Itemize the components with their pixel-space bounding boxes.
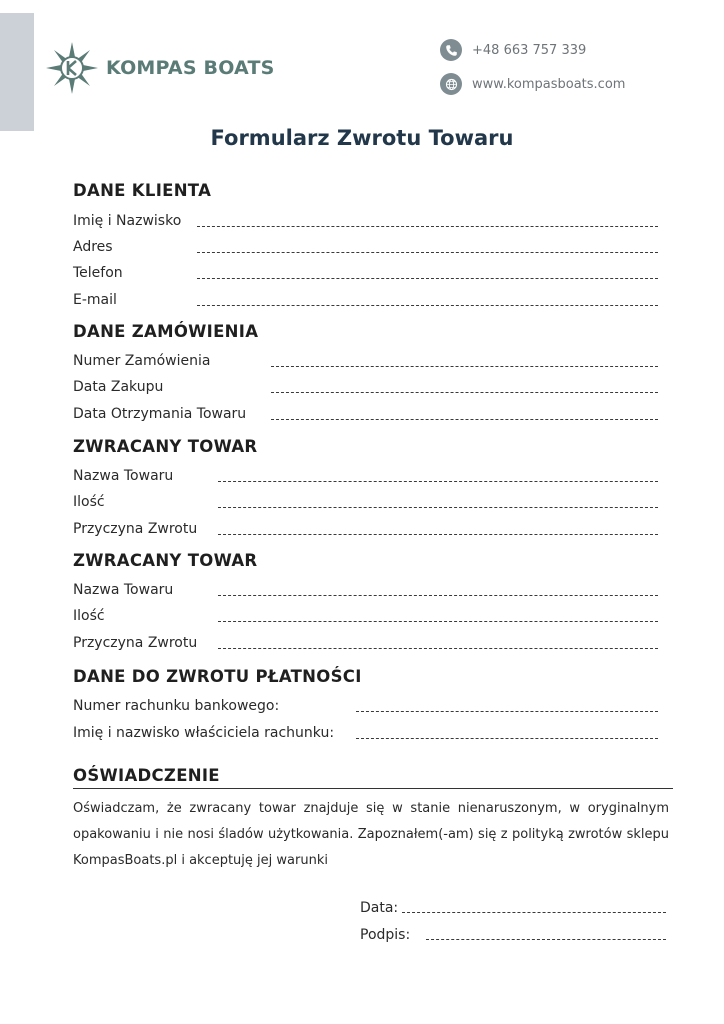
fill-line[interactable] <box>197 252 658 253</box>
brand-name: KOMPAS BOATS <box>106 57 275 79</box>
fill-line[interactable] <box>271 366 658 367</box>
fill-line[interactable] <box>218 481 658 482</box>
fill-line[interactable] <box>218 534 658 535</box>
field-label: Przyczyna Zwrotu <box>73 635 198 651</box>
field-phone[interactable] <box>73 260 658 282</box>
brand-logo <box>44 40 275 96</box>
field-label: Nazwa Towaru <box>73 468 174 484</box>
field-order-number[interactable] <box>73 348 658 370</box>
field-item1-quantity[interactable] <box>73 489 658 511</box>
field-full-name[interactable] <box>73 208 658 230</box>
contact-info <box>440 38 625 106</box>
section-payment-heading: DANE DO ZWROTU PŁATNOŚCI <box>73 667 362 686</box>
fill-line[interactable] <box>218 595 658 596</box>
date-label: Data: <box>360 900 399 916</box>
field-label: Data Zakupu <box>73 379 164 395</box>
phone-row <box>440 38 625 62</box>
fill-line[interactable] <box>218 648 658 649</box>
field-purchase-date[interactable] <box>73 374 658 396</box>
field-date[interactable] <box>360 894 666 916</box>
phone-icon <box>440 39 462 61</box>
declaration-divider <box>73 788 673 789</box>
fill-line[interactable] <box>356 738 658 739</box>
field-label: Telefon <box>73 265 123 281</box>
field-label: Przyczyna Zwrotu <box>73 521 198 537</box>
field-address[interactable] <box>73 234 658 256</box>
field-item2-name[interactable] <box>73 577 658 599</box>
field-label: Ilość <box>73 608 105 624</box>
fill-line[interactable] <box>356 711 658 712</box>
field-label: E-mail <box>73 292 117 308</box>
fill-line[interactable] <box>271 392 658 393</box>
field-label: Numer rachunku bankowego: <box>73 698 280 714</box>
field-bank-account[interactable] <box>73 693 658 715</box>
declaration-text: Oświadczam, że zwracany towar znajduje się w stanie nienaruszonym, w oryginalnym opakowaniu i nie nosi śladów użytkowania. Zapoznałem(-am) się z polityką zwrotów sklepu KompasBoats.pl i akceptuję jej warunki <box>73 801 669 868</box>
section-declaration-heading: OŚWIADCZENIE <box>73 766 220 785</box>
fill-line[interactable] <box>197 278 658 279</box>
field-label: Data Otrzymania Towaru <box>73 406 247 422</box>
field-signature[interactable] <box>360 921 666 943</box>
phone-number: +48 663 757 339 <box>472 42 587 58</box>
page-title: Formularz Zwrotu Towaru <box>210 126 514 150</box>
field-account-holder[interactable] <box>73 720 658 742</box>
fill-line[interactable] <box>218 621 658 622</box>
fill-line[interactable] <box>218 507 658 508</box>
field-item2-reason[interactable] <box>73 630 658 652</box>
field-label: Ilość <box>73 494 105 510</box>
field-label: Numer Zamówienia <box>73 353 211 369</box>
field-item1-name[interactable] <box>73 463 658 485</box>
compass-logo-icon <box>44 40 100 96</box>
field-label: Imię i Nazwisko <box>73 213 182 229</box>
section-item1-heading: ZWRACANY TOWAR <box>73 437 258 456</box>
section-client-heading: DANE KLIENTA <box>73 181 212 200</box>
website-row <box>440 72 625 96</box>
website-link[interactable]: www.kompasboats.com <box>472 76 626 92</box>
fill-line[interactable] <box>426 939 666 940</box>
signature-label: Podpis: <box>360 927 411 943</box>
fill-line[interactable] <box>271 419 658 420</box>
field-item1-reason[interactable] <box>73 516 658 538</box>
field-receipt-date[interactable] <box>73 401 658 423</box>
field-email[interactable] <box>73 287 658 309</box>
fill-line[interactable] <box>197 305 658 306</box>
field-label: Adres <box>73 239 113 255</box>
field-item2-quantity[interactable] <box>73 603 658 625</box>
field-label: Nazwa Towaru <box>73 582 174 598</box>
decorative-side-bar <box>0 13 34 131</box>
fill-line[interactable] <box>197 226 658 227</box>
section-item2-heading: ZWRACANY TOWAR <box>73 551 258 570</box>
field-label: Imię i nazwisko właściciela rachunku: <box>73 725 335 741</box>
section-order-heading: DANE ZAMÓWIENIA <box>73 322 259 341</box>
globe-icon <box>440 73 462 95</box>
fill-line[interactable] <box>402 912 666 913</box>
